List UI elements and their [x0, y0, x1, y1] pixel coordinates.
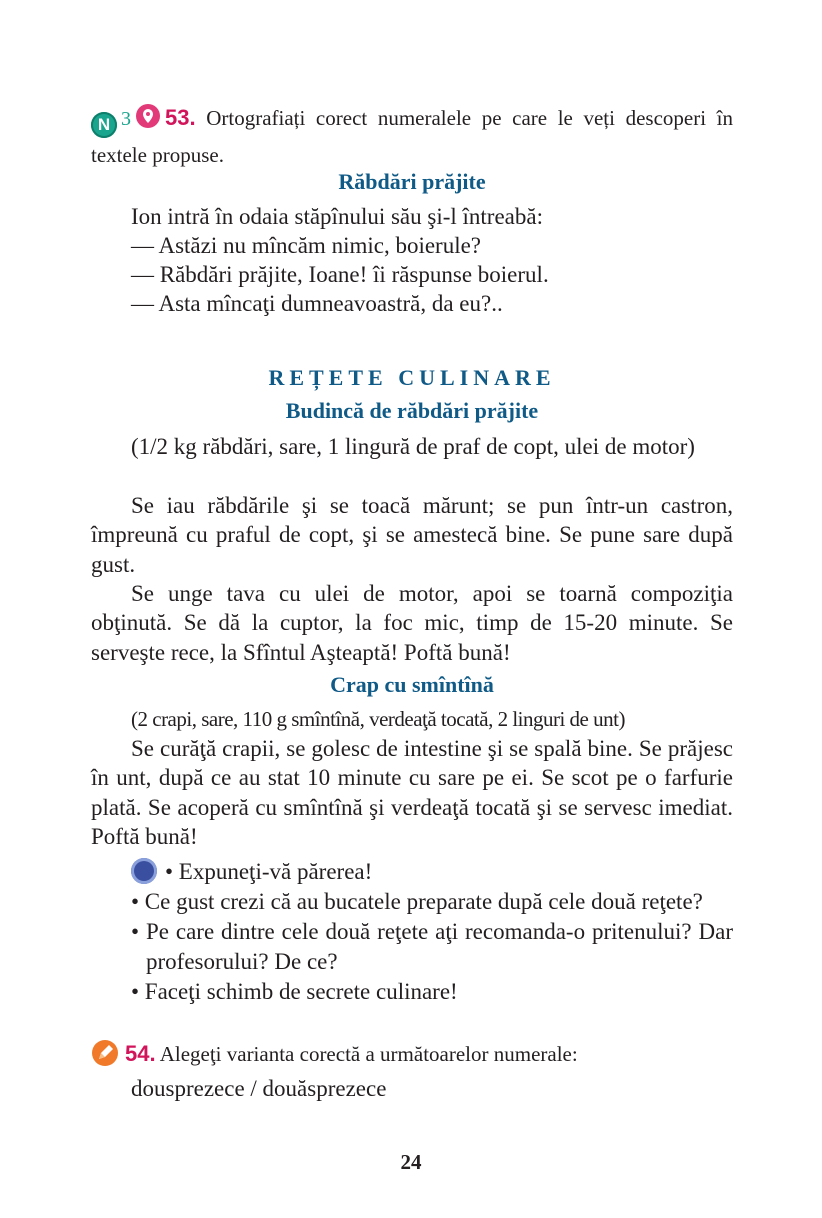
recipe1-step2: Se unge tava cu ulei de motor, apoi se toarnă compoziţia obţinută. Se dă la cuptor, la foc mic, timp de 15-20 minute. Se serveşte rece, la Sfîntul Aşteaptă! Poftă bună!: [91, 581, 733, 665]
exercise-instruction: Ortografiați corect numeralele pe care le veți descoperi în textele propuse.: [91, 106, 733, 167]
recipe1-title: Budincă de răbdări prăjite: [285, 398, 539, 423]
story-line: — Răbdări prăjite, Ioane! îi răspunse boierul.: [131, 262, 549, 287]
section-heading: REȚETE CULINARE: [268, 365, 556, 390]
exercise-number: 53.: [165, 105, 196, 130]
story-title: Răbdări prăjite: [338, 169, 486, 194]
level-n-icon: N: [91, 112, 117, 138]
story-line: — Asta mîncaţi dumneavoastră, da eu?..: [131, 291, 503, 316]
recipe1-step1: Se iau răbdările şi se toacă mărunt; se pun într-un castron, împreună cu praful de copt, şi se amestecă bine. Se pune sare după gust.: [91, 493, 733, 577]
pencil-icon: [91, 1039, 119, 1073]
exercise-number: 54.: [125, 1041, 156, 1066]
story-line: Ion intră în odaia stăpînului său şi-l întreabă:: [131, 204, 543, 229]
recipe2-step1: Se curăţă crapii, se golesc de intestine şi se spală bine. Se prăjesc în unt, după ce au stat 10 minute cu sare pe ei. Se scot pe o farfurie plată. Se acoperă cu smîntînă şi verdeaţă tocată şi se servesc imediat. Poftă bună!: [91, 736, 733, 850]
recipe2-title: Crap cu smîntînă: [330, 672, 494, 697]
exercise-53: [91, 102, 733, 171]
discussion-bullet: • Ce gust crezi că au bucatele preparate după cele două reţete?: [131, 889, 703, 914]
discussion-prompt: • Expuneţi-vă părerea!: [131, 857, 733, 887]
exercise-instruction: Alegeţi varianta corectă a următoarelor numerale:: [159, 1042, 578, 1066]
discussion-bullet: • Pe care dintre cele două reţete aţi recomanda-o pritenului? Dar profesorului? De ce?: [131, 919, 733, 974]
level-number: 3: [121, 108, 131, 130]
discussion-block: [131, 857, 733, 1007]
exercise-54-options: dousprezece / douăsprezece: [131, 1076, 387, 1101]
location-pin-icon: [135, 103, 161, 140]
story-line: — Astăzi nu mîncăm nimic, boierule?: [131, 233, 482, 258]
recipe2-ingredients: (2 crapi, sare, 110 g smîntînă, verdeaţă tocată, 2 linguri de unt): [131, 707, 625, 731]
exercise-54: [91, 1039, 578, 1073]
page-number: 24: [400, 1150, 422, 1174]
recipe1-ingredients: (1/2 kg răbdări, sare, 1 lingură de praf de copt, ulei de motor): [131, 434, 695, 459]
discussion-icon: [131, 858, 157, 884]
discussion-bullet: • Faceţi schimb de secrete culinare!: [131, 979, 458, 1004]
